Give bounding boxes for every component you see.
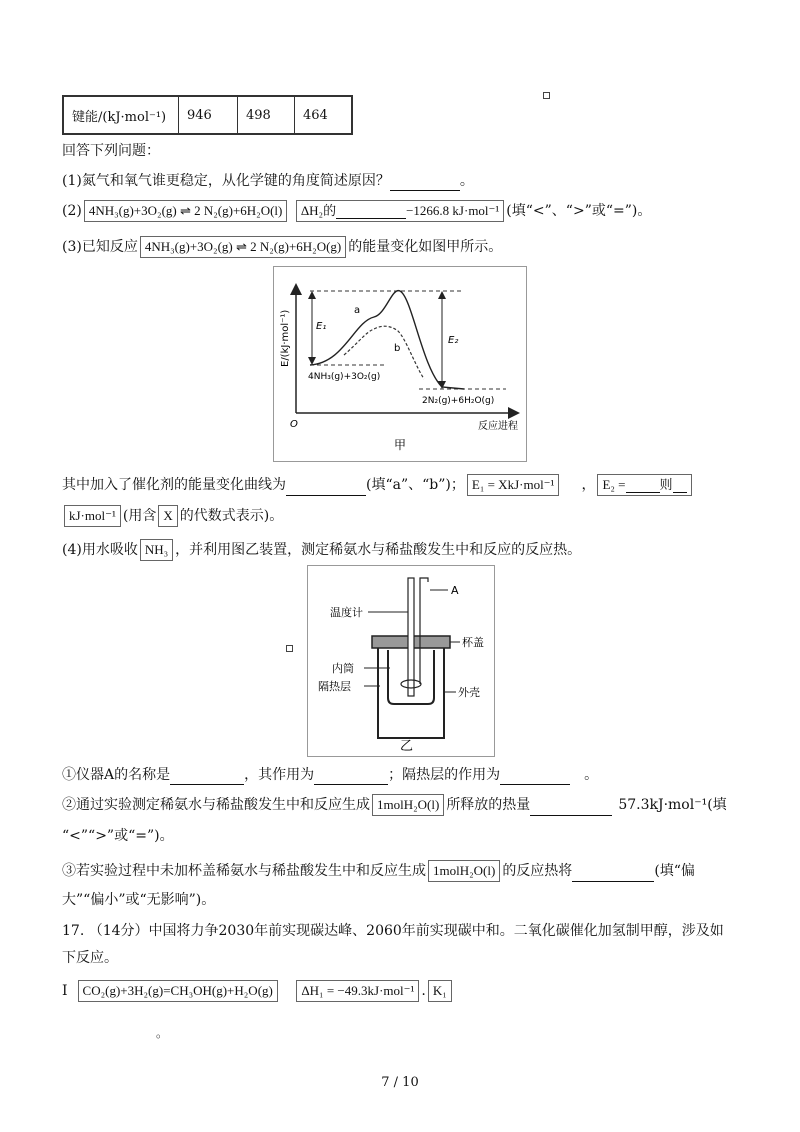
sub-question-2: ②通过实验测定稀氨水与稀盐酸发生中和反应生成 1molH₂O(l) 所释放的热量 57.3kJ·mol⁻¹(填 bbox=[62, 794, 727, 816]
answer-blank[interactable] bbox=[500, 770, 570, 785]
label-shell: 外壳 bbox=[458, 686, 480, 699]
sub-question-1: ①仪器A的名称是 ，其作用为 ；隔热层的作用为 。 bbox=[62, 767, 599, 783]
product-box: 1molH₂O(l) bbox=[372, 794, 444, 816]
energy-diagram bbox=[274, 267, 526, 461]
thermometer bbox=[408, 578, 414, 696]
equation-box: CO₂(g)+3H₂(g)=CH₃OH(g)+H₂O(g) bbox=[78, 980, 278, 1002]
answer-blank[interactable] bbox=[572, 867, 654, 882]
e1-label: E₁ bbox=[316, 321, 327, 332]
bond-energy-table bbox=[62, 95, 353, 135]
question-3-part2: 其中加入了催化剂的能量变化曲线为 (填“a”、“b”)； E₁ = XkJ·mol⁻¹ ， E₂ = 则 bbox=[62, 474, 694, 496]
species-box: NH₃ bbox=[140, 539, 173, 561]
label-a: A bbox=[451, 584, 459, 597]
table-label: 键能/(kJ·mol⁻¹) bbox=[63, 96, 179, 134]
curve-a-label: a bbox=[354, 305, 361, 316]
reaction-1: Ⅰ CO₂(g)+3H₂(g)=CH₃OH(g)+H₂O(g) ΔH₁ = −49.3kJ·mol⁻¹ . K₁ bbox=[62, 980, 454, 1002]
scan-mark bbox=[286, 645, 293, 652]
var-box: X bbox=[158, 505, 177, 527]
equation-box: 4NH₃(g)+3O₂(g) ⇌ 2 N₂(g)+6H₂O(l) bbox=[84, 200, 288, 222]
answer-blank[interactable] bbox=[286, 481, 366, 496]
label-insulation: 隔热层 bbox=[318, 680, 351, 693]
answer-blank[interactable] bbox=[314, 770, 388, 785]
e1-box: E₁ = XkJ·mol⁻¹ bbox=[467, 474, 560, 496]
reactants-label: 4NH₃(g)+3O₂(g) bbox=[308, 372, 381, 382]
question-17: 17. （14分）中国将力争2030年前实现碳达峰、2060年前实现碳中和。二氧化碳催化加氢制甲醇，涉及如 bbox=[62, 923, 724, 939]
figure-caption: 甲 bbox=[394, 438, 407, 452]
k-box: K₁ bbox=[428, 980, 452, 1002]
table-cell: 464 bbox=[295, 96, 353, 134]
question-4: (4)用水吸收 NH₃ ，并利用图乙装置，测定稀氨水与稀盐酸发生中和反应的反应热。 bbox=[62, 539, 581, 561]
answer-blank[interactable] bbox=[626, 478, 660, 493]
sub-question-2-line2: “<”“>”或“=”)。 bbox=[62, 828, 174, 844]
energy-diagram-figure bbox=[273, 266, 527, 462]
label-lid: 杯盖 bbox=[462, 636, 484, 649]
question-1: (1)氮气和氧气谁更稳定，从化学键的角度简述原因？ 。 bbox=[62, 173, 474, 189]
page-number: 7 / 10 bbox=[381, 1075, 419, 1090]
product-box: 1molH₂O(l) bbox=[428, 860, 500, 882]
scan-mark bbox=[543, 92, 550, 99]
y-axis-label: E/(kJ·mol⁻¹) bbox=[280, 309, 291, 367]
equation-box: 4NH₃(g)+3O₂(g) ⇌ 2 N₂(g)+6H₂O(g) bbox=[140, 236, 346, 258]
answer-blank[interactable] bbox=[673, 478, 687, 493]
question-3: (3)已知反应 4NH₃(g)+3O₂(g) ⇌ 2 N₂(g)+6H₂O(g) 的能量变化如图甲所示。 bbox=[62, 236, 502, 258]
intro-text: 回答下列问题： bbox=[62, 143, 160, 159]
products-label: 2N₂(g)+6H₂O(g) bbox=[422, 396, 495, 406]
calorimeter-diagram bbox=[308, 566, 494, 756]
answer-blank[interactable] bbox=[530, 801, 612, 816]
answer-blank[interactable] bbox=[336, 204, 406, 219]
figure-caption: 乙 bbox=[400, 739, 414, 754]
table-cell: 946 bbox=[179, 96, 238, 134]
answer-blank[interactable] bbox=[170, 770, 244, 785]
sub-question-3: ③若实验过程中未加杯盖稀氨水与稀盐酸发生中和反应生成 1molH₂O(l) 的反应热将 (填“偏 bbox=[62, 860, 695, 882]
calorimeter-figure bbox=[307, 565, 495, 757]
label-inner: 内筒 bbox=[332, 662, 354, 675]
origin-label: O bbox=[290, 419, 298, 430]
stirrer bbox=[420, 578, 428, 586]
delta-h-box: ΔH₂的 −1266.8 kJ·mol⁻¹ bbox=[296, 200, 504, 222]
question-3-part3: kJ·mol⁻¹ (用含 X 的代数式表示)。 bbox=[62, 505, 283, 527]
e2-box: E₂ = 则 bbox=[597, 474, 691, 496]
question-2: (2) 4NH₃(g)+3O₂(g) ⇌ 2 N₂(g)+6H₂O(l) ΔH₂的 −1266.8 kJ·mol⁻¹ (填“<”、“>”或“=”)。 bbox=[62, 200, 651, 222]
answer-blank[interactable] bbox=[390, 176, 460, 191]
delta-h-box: ΔH₁ = −49.3kJ·mol⁻¹ bbox=[296, 980, 419, 1002]
question-17-line2: 下反应。 bbox=[62, 950, 118, 966]
label-thermometer: 温度计 bbox=[330, 606, 363, 619]
table-cell: 498 bbox=[238, 96, 295, 134]
unit-box: kJ·mol⁻¹ bbox=[64, 505, 121, 527]
e2-label: E₂ bbox=[448, 335, 459, 346]
sub-question-3-line2: 大”“偏小”或“无影响”)。 bbox=[62, 892, 216, 908]
stray-mark: 。 bbox=[156, 1026, 169, 1040]
curve-b-label: b bbox=[394, 343, 401, 354]
x-axis-label: 反应进程 bbox=[478, 421, 518, 432]
